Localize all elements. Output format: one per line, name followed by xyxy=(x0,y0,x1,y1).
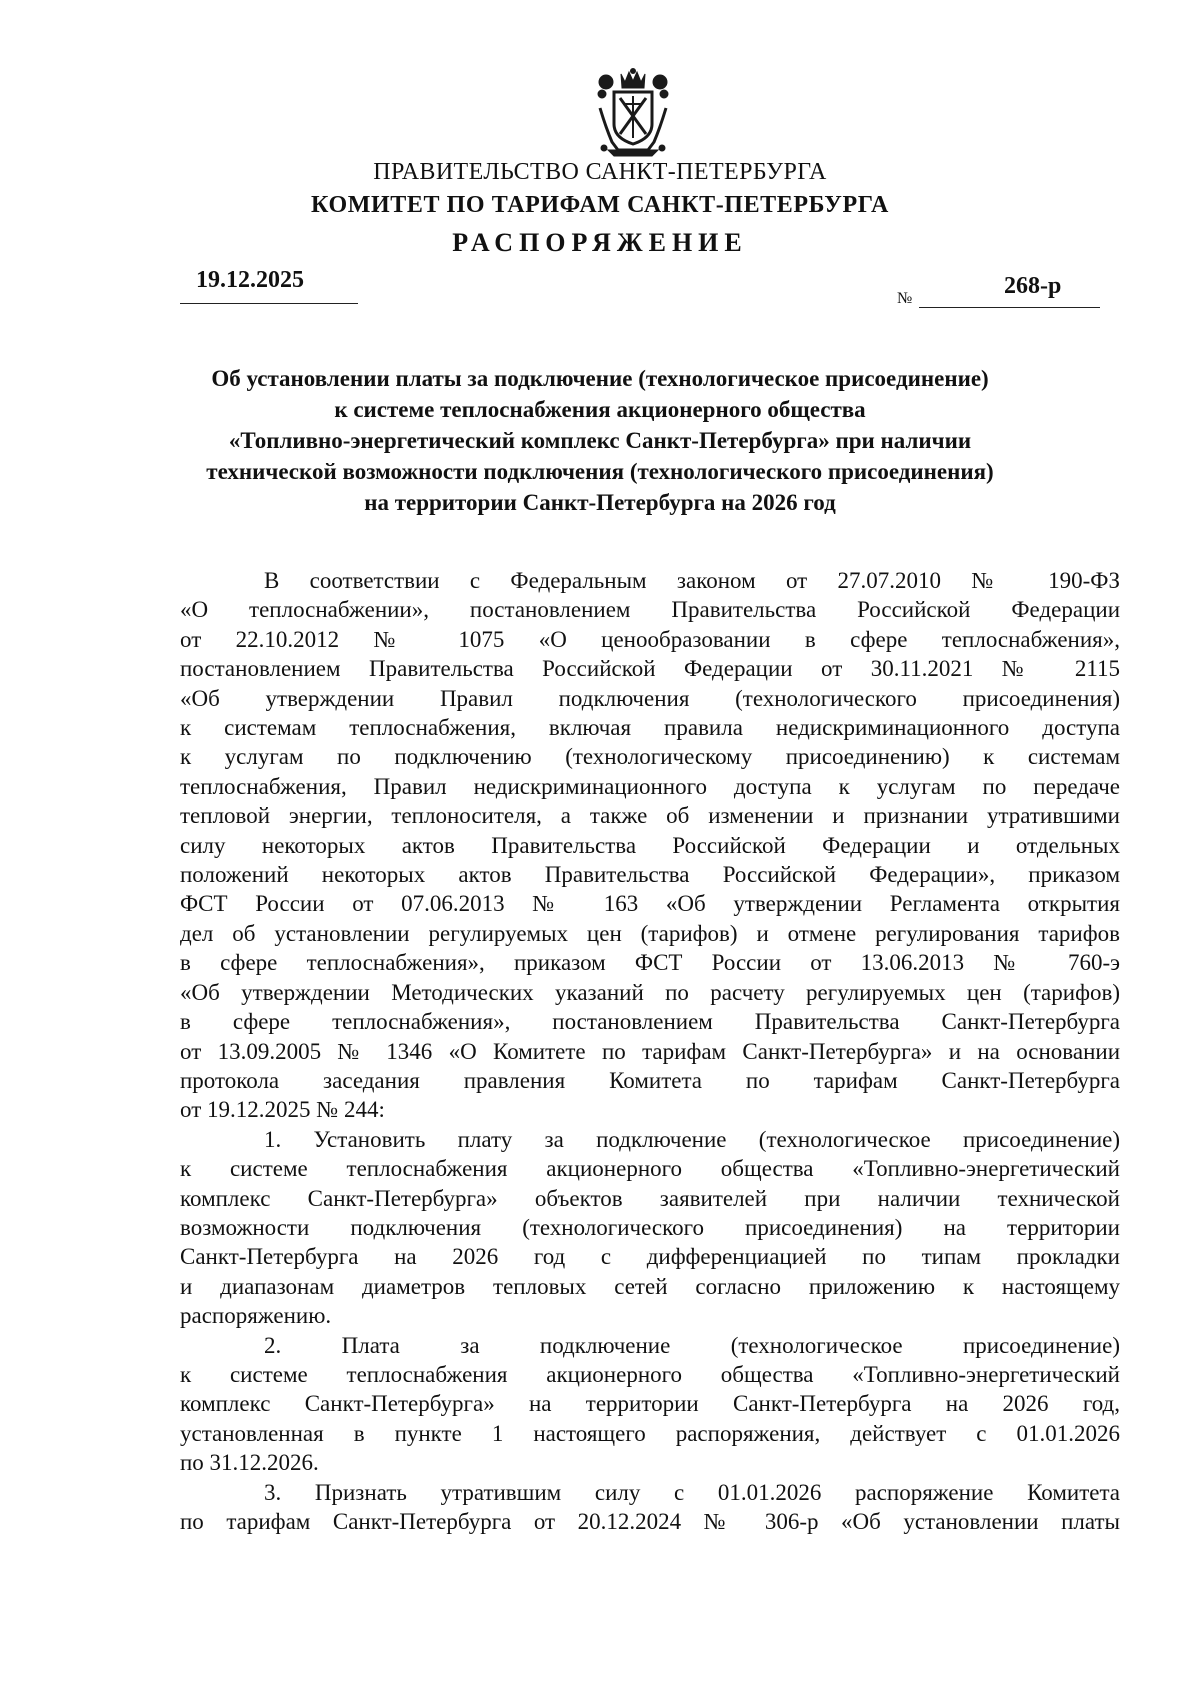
item1-line: возможности подключения (технологического присоединения) на территории xyxy=(180,1214,1120,1240)
item2-line: комплекс Санкт-Петербурга» на территории Санкт-Петербурга на 2026 год, xyxy=(180,1391,1120,1417)
document-type: РАСПОРЯЖЕНИЕ xyxy=(452,228,748,257)
item3-line: 3. Признать утратившим силу с 01.01.2026 распоряжение Комитета xyxy=(264,1479,1120,1505)
preamble-line: протокола заседания правления Комитета по тарифам Санкт-Петербурга xyxy=(180,1067,1120,1093)
item1-line: 1. Установить плату за подключение (технологическое присоединение) xyxy=(264,1126,1120,1152)
preamble-line: «Об утверждении Методических указаний по расчету регулируемых цен (тарифов) xyxy=(180,979,1120,1005)
document-number: 268-р xyxy=(1004,273,1062,299)
item2-line: к системе теплоснабжения акционерного общества «Топливно-энергетический xyxy=(180,1361,1120,1387)
preamble-line: к системам теплоснабжения, включая правила недискриминационного доступа xyxy=(180,715,1120,741)
item1-line: комплекс Санкт-Петербурга» объектов заявителей при наличии технической xyxy=(180,1185,1120,1211)
preamble-line: положений некоторых актов Правительства Российской Федерации», приказом xyxy=(180,862,1120,888)
preamble-line: ФСТ России от 07.06.2013 № 163 «Об утверждении Регламента открытия xyxy=(180,891,1120,917)
title-line: технической возможности подключения (технологического присоединения) xyxy=(206,459,994,484)
document-body xyxy=(180,566,1120,1536)
preamble-line: силу некоторых актов Правительства Российской Федерации и отдельных xyxy=(180,832,1120,858)
item1-line: и диапазонам диаметров тепловых сетей согласно приложению к настоящему xyxy=(180,1273,1120,1299)
item2-line: установленная в пункте 1 настоящего распоряжения, действует с 01.01.2026 xyxy=(180,1420,1120,1446)
item2-line: 2. Плата за подключение (технологическое присоединение) xyxy=(264,1332,1120,1358)
item1-line: распоряжению. xyxy=(180,1303,332,1329)
item1-line: Санкт-Петербурга на 2026 год с дифференциацией по типам прокладки xyxy=(180,1244,1120,1270)
preamble-line: «О теплоснабжении», постановлением Правительства Российской Федерации xyxy=(180,597,1120,623)
title-line: «Топливно-энергетический комплекс Санкт-Петербурга» при наличии xyxy=(228,428,972,453)
document-date: 19.12.2025 xyxy=(196,267,304,293)
preamble-line: теплоснабжения, Правил недискриминационного доступа к услугам по передаче xyxy=(180,773,1120,799)
coat-of-arms-icon xyxy=(592,68,674,158)
item1-line: к системе теплоснабжения акционерного общества «Топливно-энергетический xyxy=(180,1156,1120,1182)
preamble-line: от 22.10.2012 № 1075 «О ценообразовании в сфере теплоснабжения», xyxy=(180,626,1120,652)
preamble-line: тепловой энергии, теплоносителя, а также об изменении и признании утратившими xyxy=(180,803,1120,829)
date-underline xyxy=(180,303,358,304)
item2-line: по 31.12.2026. xyxy=(180,1450,319,1476)
preamble-line: дел об установлении регулируемых цен (тарифов) и отмене регулирования тарифов xyxy=(180,920,1120,946)
preamble-line: В соответствии с Федеральным законом от 27.07.2010 № 190-ФЗ xyxy=(264,568,1120,593)
committee-name: КОМИТЕТ ПО ТАРИФАМ САНКТ-ПЕТЕРБУРГА xyxy=(311,192,889,218)
title-line: на территории Санкт-Петербурга на 2026 год xyxy=(364,490,836,515)
preamble-line: постановлением Правительства Российской Федерации от 30.11.2021 № 2115 xyxy=(180,656,1120,682)
item3-line: по тарифам Санкт-Петербурга от 20.12.2024 № 306-р «Об установлении платы xyxy=(180,1509,1120,1534)
preamble-line: к услугам по подключению (технологическому присоединению) к системам xyxy=(180,744,1120,770)
number-underline xyxy=(919,307,1100,308)
preamble-line: в сфере теплоснабжения», постановлением Правительства Санкт-Петербурга xyxy=(180,1009,1120,1035)
title-line: к системе теплоснабжения акционерного общества xyxy=(334,397,866,422)
government-name: ПРАВИТЕЛЬСТВО САНКТ-ПЕТЕРБУРГА xyxy=(373,159,827,185)
number-sign: № xyxy=(897,290,913,307)
preamble-line: от 13.09.2005 № 1346 «О Комитете по тарифам Санкт-Петербурга» и на основании xyxy=(180,1038,1120,1064)
preamble-line: «Об утверждении Правил подключения (технологического присоединения) xyxy=(180,685,1120,711)
title-line: Об установлении платы за подключение (технологическое присоединение) xyxy=(211,366,989,391)
preamble-line: в сфере теплоснабжения», приказом ФСТ России от 13.06.2013 № 760-э xyxy=(180,950,1120,976)
preamble-line: от 19.12.2025 № 244: xyxy=(180,1097,385,1123)
document-title xyxy=(160,363,1040,518)
